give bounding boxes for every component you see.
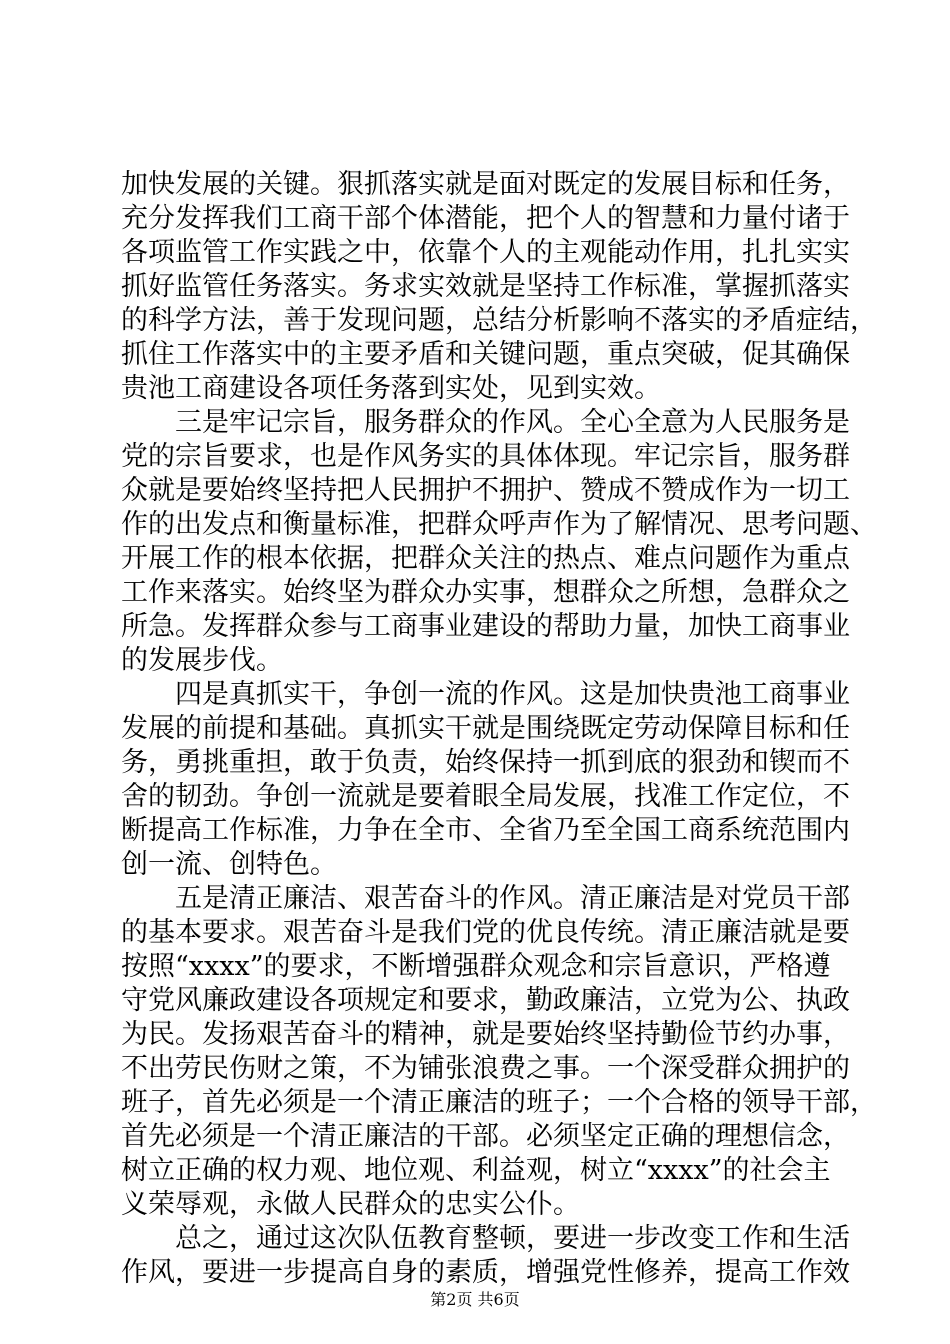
text-line: 务，勇挑重担，敢于负责，始终保持一抓到底的狠劲和锲而不 bbox=[121, 747, 850, 778]
paragraph-start-line: 四是真抓实干，争创一流的作风。这是加快贵池工商事业 bbox=[175, 679, 850, 710]
text-line: 按照“xxxx”的要求，不断增强群众观念和宗旨意识，严格遵 bbox=[121, 951, 831, 982]
text-line: 作的出发点和衡量标准，把群众呼声作为了解情况、思考问题、 bbox=[121, 509, 877, 540]
text-line: 舍的韧劲。争创一流就是要着眼全局发展，找准工作定位，不 bbox=[121, 781, 850, 812]
text-line: 的基本要求。艰苦奋斗是我们党的优良传统。清正廉洁就是要 bbox=[121, 917, 850, 948]
paragraph-start-line: 三是牢记宗旨，服务群众的作风。全心全意为人民服务是 bbox=[175, 407, 850, 438]
text-line: 开展工作的根本依据，把群众关注的热点、难点问题作为重点 bbox=[121, 543, 850, 574]
text-line: 断提高工作标准，力争在全市、全省乃至全国工商系统范围内 bbox=[121, 815, 850, 846]
text-line: 加快发展的关键。狠抓落实就是面对既定的发展目标和任务， bbox=[121, 169, 850, 200]
text-line: 抓住工作落实中的主要矛盾和关键问题，重点突破，促其确保 bbox=[121, 339, 850, 370]
text-line: 守党风廉政建设各项规定和要求，勤政廉洁，立党为公、执政 bbox=[121, 985, 850, 1016]
text-line: 班子，首先必须是一个清正廉洁的班子；一个合格的领导干部， bbox=[121, 1087, 877, 1118]
text-line: 党的宗旨要求，也是作风务实的具体体现。牢记宗旨，服务群 bbox=[121, 441, 850, 472]
text-line: 贵池工商建设各项任务落到实处，见到实效。 bbox=[121, 373, 661, 404]
text-line: 充分发挥我们工商干部个体潜能，把个人的智慧和力量付诸于 bbox=[121, 203, 850, 234]
text-line: 的发展步伐。 bbox=[121, 645, 283, 676]
paragraph-start-line: 五是清正廉洁、艰苦奋斗的作风。清正廉洁是对党员干部 bbox=[175, 883, 850, 914]
text-line: 的科学方法，善于发现问题，总结分析影响不落实的矛盾症结， bbox=[121, 305, 877, 336]
text-line: 树立正确的权力观、地位观、利益观，树立“xxxx”的社会主 bbox=[121, 1155, 831, 1186]
text-line: 工作来落实。始终坚为群众办实事，想群众之所想，急群众之 bbox=[121, 577, 850, 608]
text-line: 创一流、创特色。 bbox=[121, 849, 337, 880]
paragraph-start-line: 总之，通过这次队伍教育整顿，要进一步改变工作和生活 bbox=[175, 1223, 850, 1254]
text-line: 义荣辱观，永做人民群众的忠实公仆。 bbox=[121, 1189, 580, 1220]
text-line: 作风，要进一步提高自身的素质，增强党性修养，提高工作效 bbox=[121, 1257, 850, 1288]
text-line: 各项监管工作实践之中，依靠个人的主观能动作用，扎扎实实 bbox=[121, 237, 850, 268]
text-line: 众就是要始终坚持把人民拥护不拥护、赞成不赞成作为一切工 bbox=[121, 475, 850, 506]
text-line: 为民。发扬艰苦奋斗的精神，就是要始终坚持勤俭节约办事， bbox=[121, 1019, 850, 1050]
page-number-footer: 第2页 共6页 bbox=[430, 1290, 520, 1309]
text-line: 抓好监管任务落实。务求实效就是坚持工作标准，掌握抓落实 bbox=[121, 271, 850, 302]
text-line: 不出劳民伤财之策，不为铺张浪费之事。一个深受群众拥护的 bbox=[121, 1053, 850, 1084]
text-line: 发展的前提和基础。真抓实干就是围绕既定劳动保障目标和任 bbox=[121, 713, 850, 744]
text-line: 所急。发挥群众参与工商事业建设的帮助力量，加快工商事业 bbox=[121, 611, 850, 642]
text-line: 首先必须是一个清正廉洁的干部。必须坚定正确的理想信念， bbox=[121, 1121, 850, 1152]
